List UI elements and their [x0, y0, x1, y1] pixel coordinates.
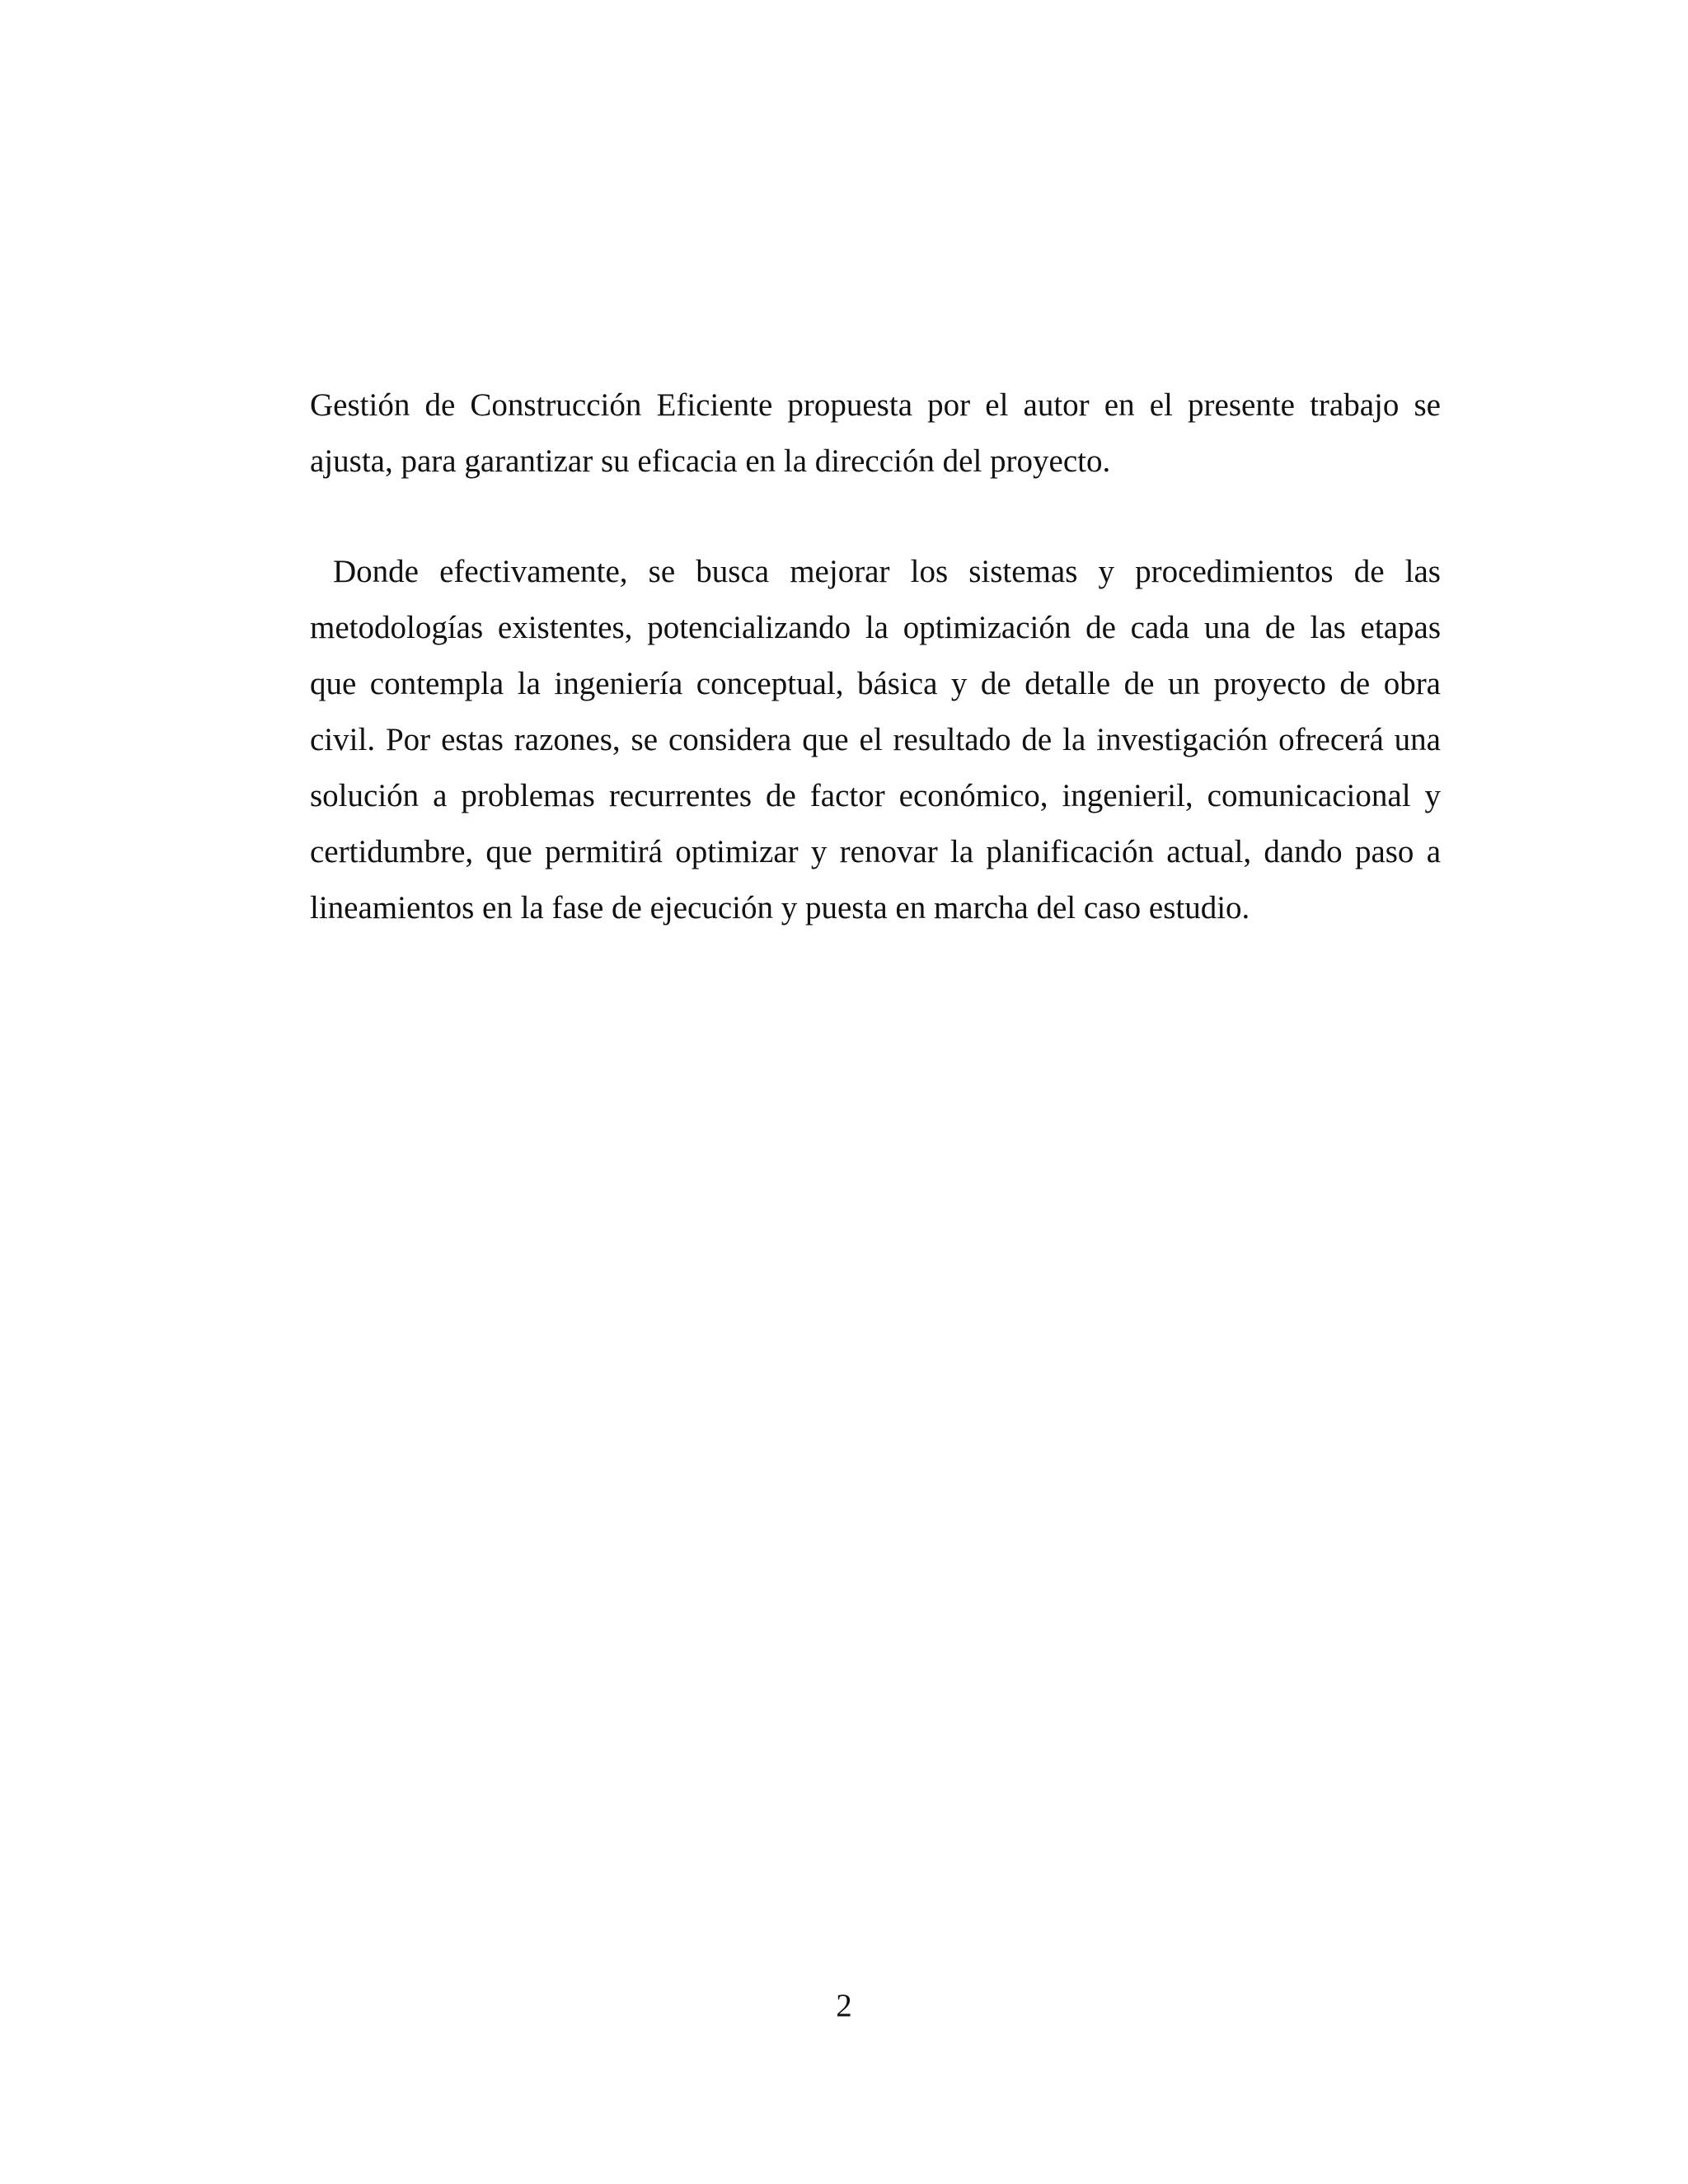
paragraph-line: Gestión de Construcción Eficiente propuesta por el autor en el presente trabajo se	[310, 387, 1441, 423]
paragraph-line: ajusta, para garantizar su eficacia en la dirección del proyecto.	[310, 443, 1111, 479]
paragraph-line: lineamientos en la fase de ejecución y puesta en marcha del caso estudio.	[310, 890, 1250, 926]
paragraph-1	[310, 377, 1441, 490]
paragraph-line: Donde efectivamente, se busca mejorar los sistemas y procedimientos de las	[333, 554, 1441, 589]
paragraph-2	[310, 544, 1441, 936]
paragraph-line: certidumbre, que permitirá optimizar y renovar la planificación actual, dando paso a	[310, 834, 1441, 869]
paragraph-line: solución a problemas recurrentes de factor económico, ingenieril, comunicacional y	[310, 778, 1441, 813]
paragraph-line: civil. Por estas razones, se considera que el resultado de la investigación ofrecerá una	[310, 722, 1441, 757]
page-number: 2	[836, 1988, 852, 2023]
paragraph-line: metodologías existentes, potencializando la optimización de cada una de las etapas	[310, 610, 1441, 645]
paragraph-line: que contempla la ingeniería conceptual, básica y de detalle de un proyecto de obra	[310, 666, 1441, 701]
